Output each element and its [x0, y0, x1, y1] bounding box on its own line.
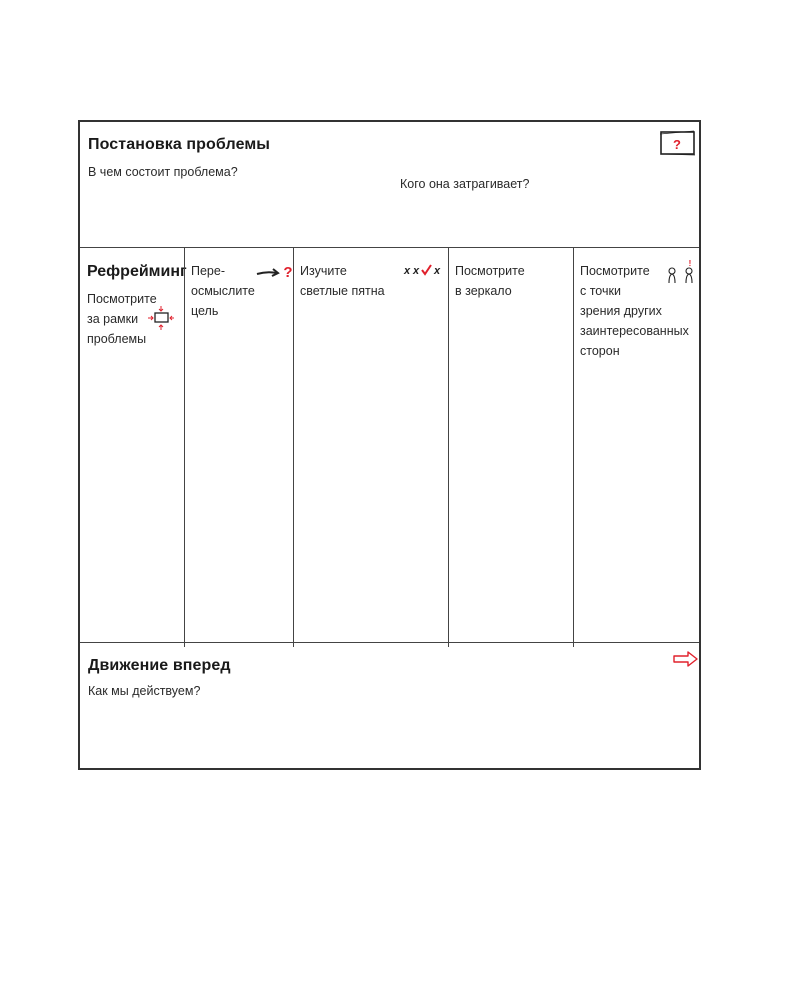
- mirror-text: Посмотрите в зеркало: [455, 264, 525, 298]
- arrow-right-outline-icon: [672, 649, 700, 669]
- svg-text:?: ?: [283, 264, 293, 281]
- reframing-intro-column: [80, 247, 187, 647]
- problem-title: Постановка проблемы: [88, 136, 271, 153]
- forward-title: Движение вперед: [88, 657, 231, 674]
- problem-question-what: В чем состоит проблема?: [88, 165, 238, 179]
- svg-text:?: ?: [673, 137, 681, 152]
- canvas-frame: [78, 120, 701, 770]
- svg-text:x: x: [413, 265, 420, 277]
- svg-text:x: x: [434, 265, 441, 277]
- forward-section: [80, 642, 699, 768]
- problem-section: [80, 122, 699, 248]
- cross-check-icon: [402, 261, 446, 279]
- reframing-section: [80, 247, 699, 647]
- rethink-goal-text: Пере- осмыслите цель: [191, 264, 255, 318]
- mirror-column: [448, 247, 574, 647]
- reframing-intro-text: Посмотрите за рамки проблемы: [87, 292, 157, 346]
- svg-text:!: !: [688, 259, 692, 268]
- stakeholders-column: [573, 247, 700, 647]
- reframing-title: Рефрейминг: [87, 263, 187, 280]
- forward-question: Как мы действуем?: [88, 684, 201, 698]
- stakeholders-text: Посмотрите с точки зрения других заинтересованных сторон: [580, 264, 689, 358]
- bright-spots-text: Изучите светлые пятна: [300, 264, 385, 298]
- people-icon: [664, 259, 698, 289]
- svg-text:x: x: [404, 265, 411, 277]
- question-box-icon: [658, 128, 698, 158]
- rethink-goal-column: [184, 247, 294, 647]
- problem-question-who: Кого она затрагивает?: [400, 177, 530, 191]
- arrow-question-icon: [255, 261, 295, 281]
- bright-spots-column: [293, 247, 449, 647]
- frame-arrows-icon: [146, 303, 176, 333]
